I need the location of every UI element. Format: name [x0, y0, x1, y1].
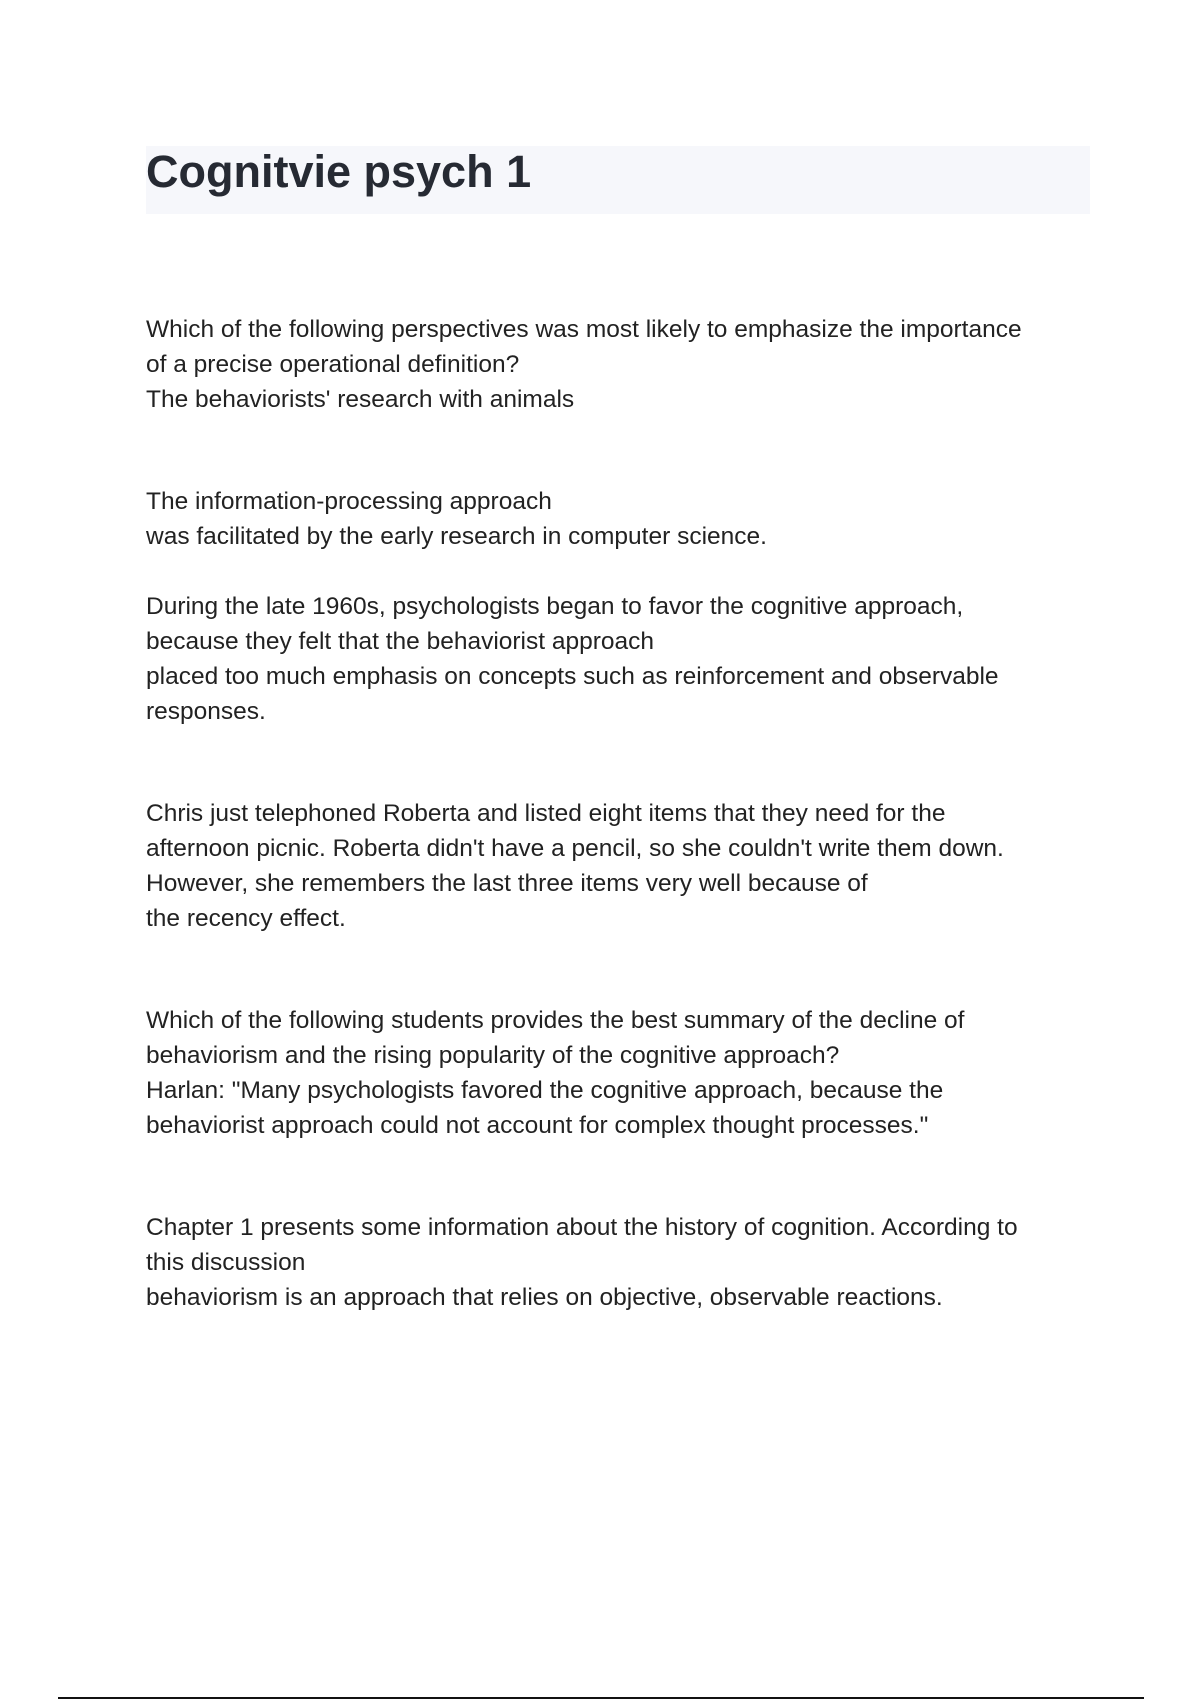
- card-line: behaviorism and the rising popularity of the cognitive approach?: [146, 1042, 840, 1069]
- card-line: Chris just telephoned Roberta and listed eight items that they need for the: [146, 800, 946, 827]
- card-line: behaviorist approach could not account for complex thought processes.": [146, 1112, 929, 1139]
- card-line: responses.: [146, 698, 266, 725]
- card-line: Which of the following students provides the best summary of the decline of: [146, 1007, 965, 1034]
- card-line: the recency effect.: [146, 905, 346, 932]
- card-line: The information-processing approach: [146, 488, 552, 515]
- card-line: placed too much emphasis on concepts such as reinforcement and observable: [146, 663, 999, 690]
- page-title: Cognitvie psych 1: [146, 146, 532, 197]
- flashcard: [146, 312, 1096, 417]
- card-line: behaviorism is an approach that relies on objective, observable reactions.: [146, 1284, 943, 1311]
- flashcard: [146, 1003, 1096, 1143]
- card-line: The behaviorists' research with animals: [146, 386, 575, 413]
- card-line: Harlan: "Many psychologists favored the cognitive approach, because the: [146, 1077, 944, 1104]
- flashcard-list: [146, 312, 1096, 1315]
- flashcard: [146, 589, 1096, 729]
- flashcard: [146, 1210, 1096, 1315]
- card-line: However, she remembers the last three items very well because of: [146, 870, 868, 897]
- card-line: of a precise operational definition?: [146, 351, 520, 378]
- footer-divider: [58, 1697, 1144, 1699]
- flashcard: [146, 796, 1096, 936]
- flashcard: [146, 484, 1096, 554]
- card-line: because they felt that the behaviorist approach: [146, 628, 655, 655]
- card-line: this discussion: [146, 1249, 306, 1276]
- card-line: Chapter 1 presents some information about the history of cognition. According to: [146, 1214, 1018, 1241]
- card-line: was facilitated by the early research in computer science.: [146, 523, 767, 550]
- card-line: afternoon picnic. Roberta didn't have a pencil, so she couldn't write them down.: [146, 835, 1004, 862]
- card-line: Which of the following perspectives was most likely to emphasize the importance: [146, 316, 1022, 343]
- card-line: During the late 1960s, psychologists began to favor the cognitive approach,: [146, 593, 964, 620]
